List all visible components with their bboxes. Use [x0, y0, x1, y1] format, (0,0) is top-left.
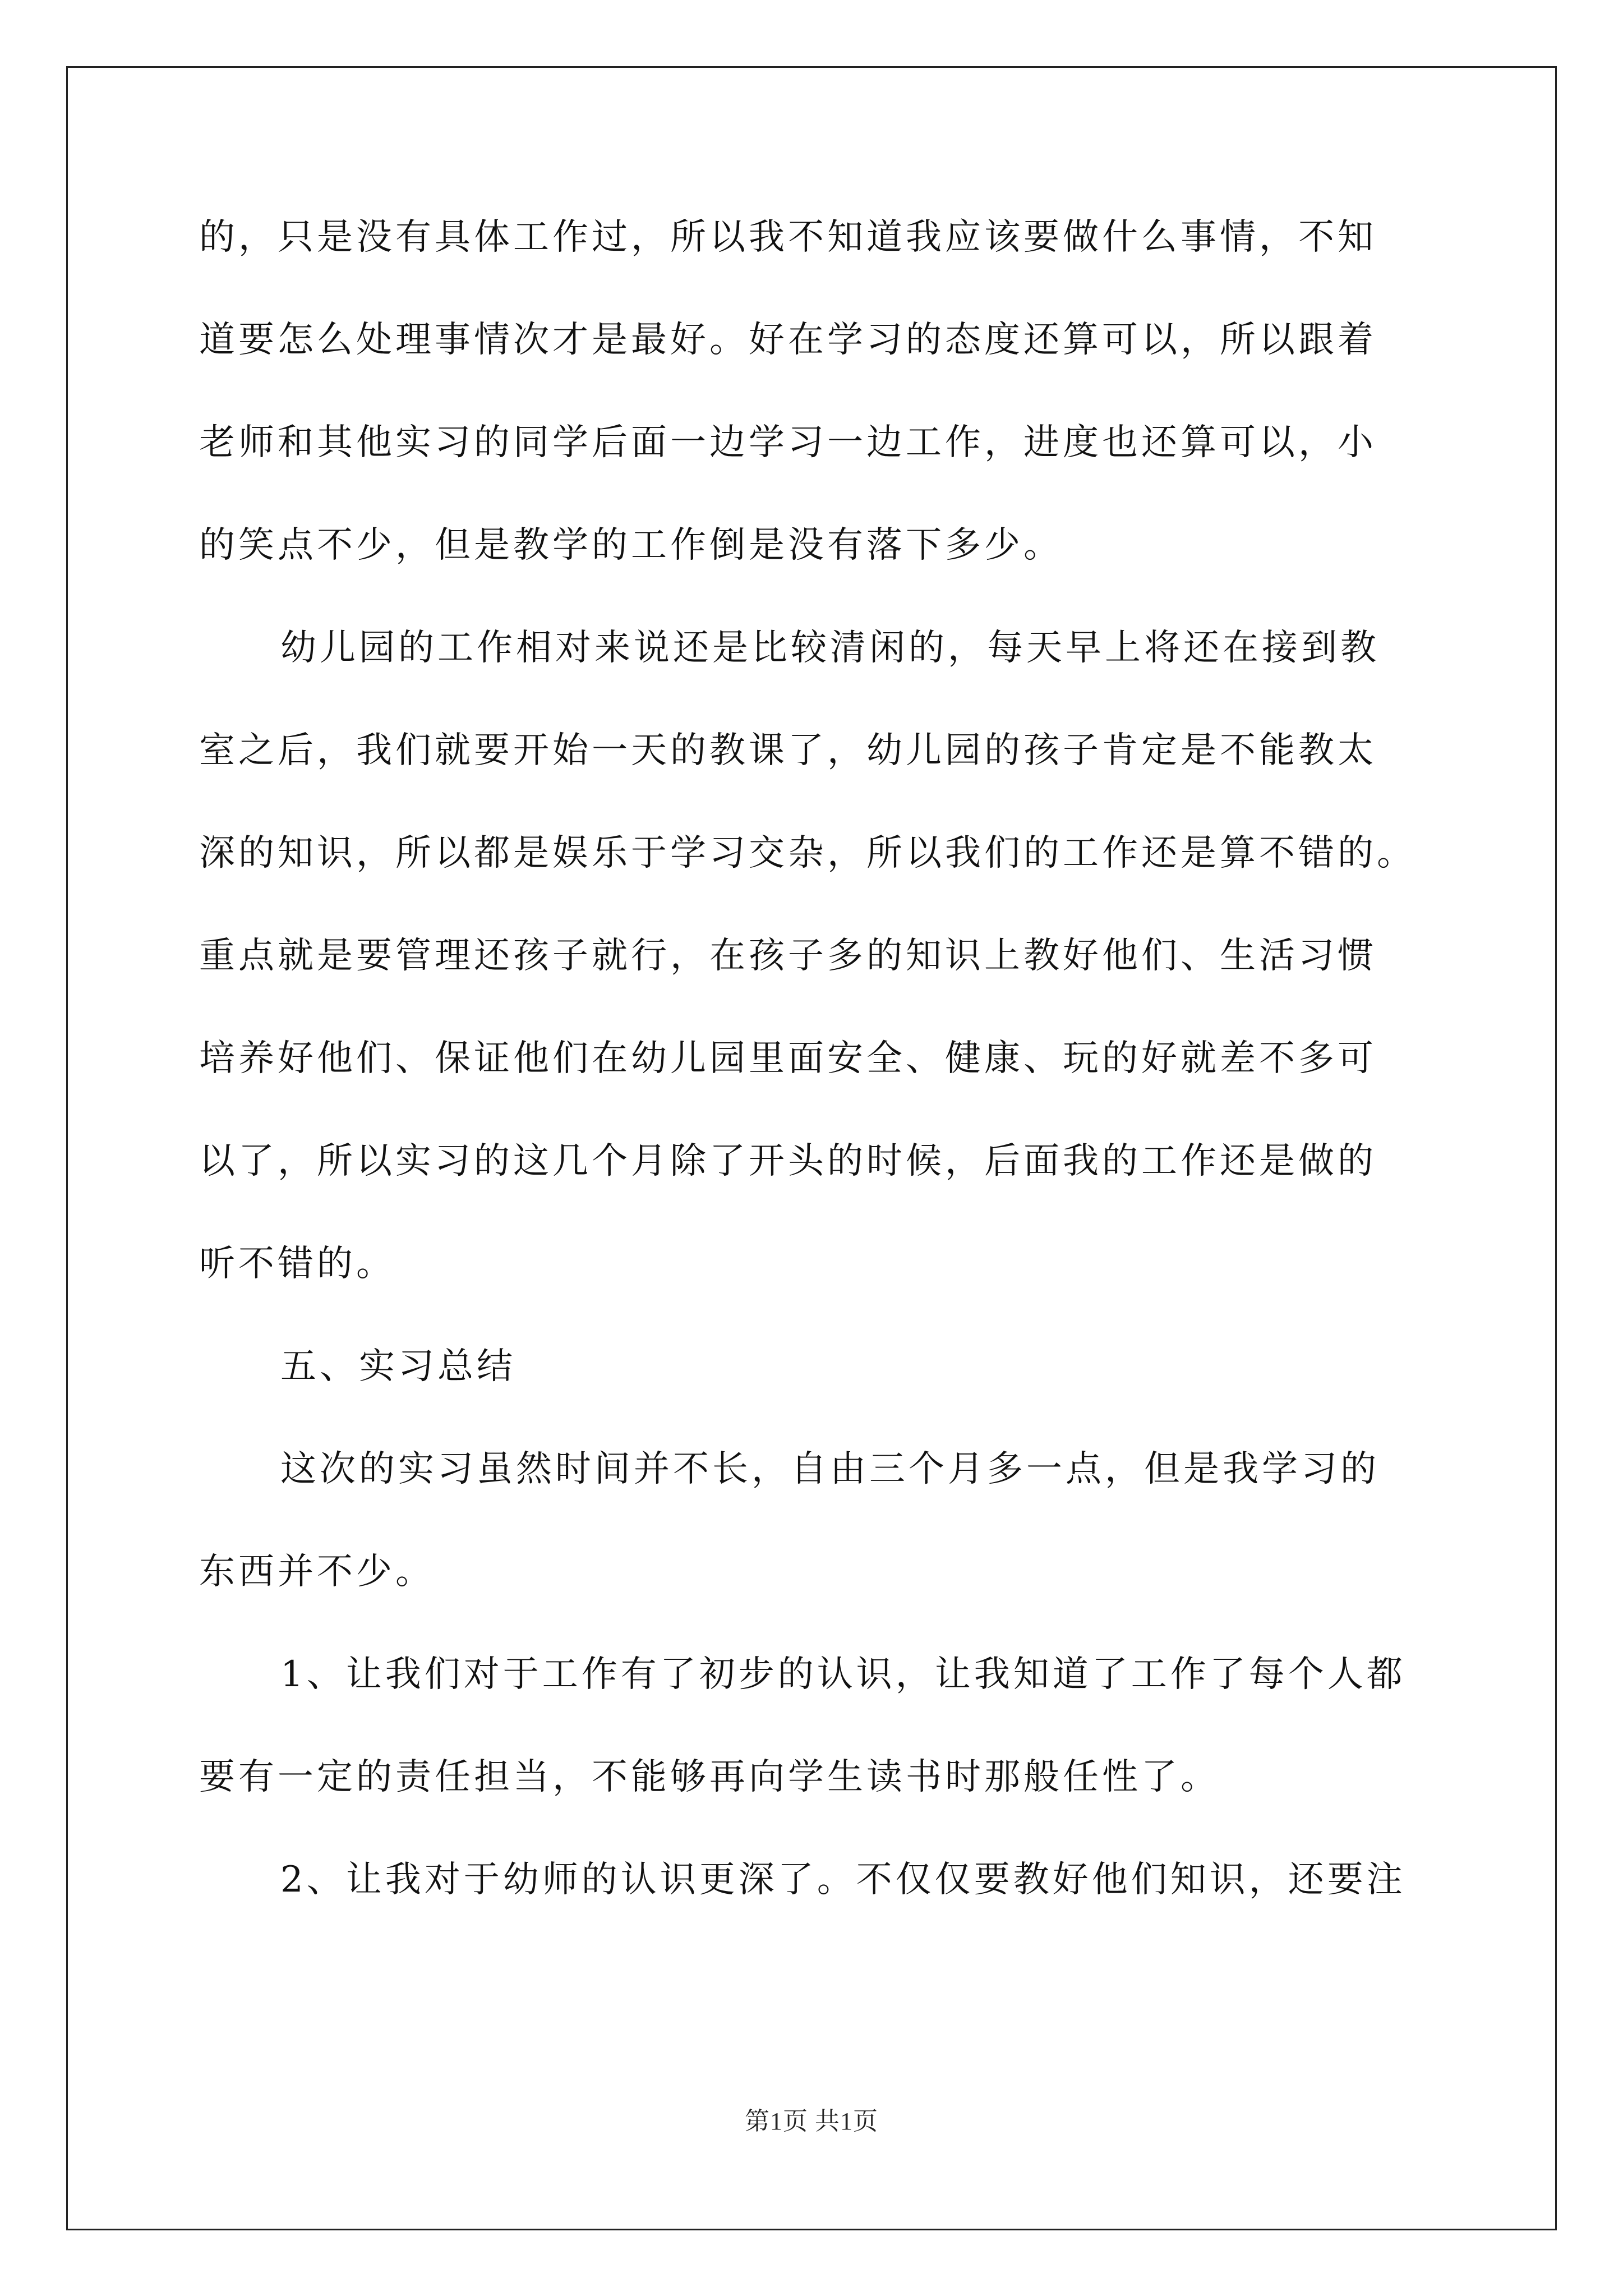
text-line-2: 道要怎么处理事情次才是最好。好在学习的态度还算可以，所以跟着: [199, 319, 1377, 361]
paragraph-start-line: 幼儿园的工作相对来说还是比较清闲的，每天早上将还在接到教: [280, 627, 1380, 669]
text-line-7: 深的知识，所以都是娱乐于学习交杂，所以我们的工作还是算不错的。: [199, 832, 1416, 874]
text-line-1: 的，只是没有具体工作过，所以我不知道我应该要做什么事情，不知: [199, 217, 1377, 258]
text-line-3: 老师和其他实习的同学后面一边学习一边工作，进度也还算可以，小: [199, 422, 1377, 463]
text-line-9: 培养好他们、保证他们在幼儿园里面安全、健康、玩的好就差不多可: [199, 1038, 1377, 1079]
text-line-10: 以了，所以实习的这几个月除了开头的时候，后面我的工作还是做的: [199, 1140, 1377, 1182]
page-footer: 第1页 共1页: [745, 2108, 878, 2135]
text-line-4: 的笑点不少，但是教学的工作倒是没有落下多少。: [199, 524, 1063, 566]
text-line-6: 室之后，我们就要开始一天的教课了，幼儿园的孩子肯定是不能教太: [199, 730, 1377, 771]
list-item-1-line-1: 1、让我们对于工作有了初步的认识，让我知道了工作了每个人都: [280, 1654, 1406, 1695]
text-line-14: 东西并不少。: [199, 1551, 435, 1593]
text-line-8: 重点就是要管理还孩子就行，在孩子多的知识上教好他们、生活习惯: [199, 935, 1377, 977]
text-line-11: 听不错的。: [199, 1243, 395, 1285]
list-item-2-line-1: 2、让我对于幼师的认识更深了。不仅仅要教好他们知识，还要注: [280, 1859, 1406, 1901]
paragraph-start-line: 这次的实习虽然时间并不长，自由三个月多一点，但是我学习的: [280, 1448, 1380, 1490]
section-heading: 五、实习总结: [280, 1346, 516, 1387]
list-item-1-line-2: 要有一定的责任担当，不能够再向学生读书时那般任性了。: [199, 1756, 1220, 1798]
